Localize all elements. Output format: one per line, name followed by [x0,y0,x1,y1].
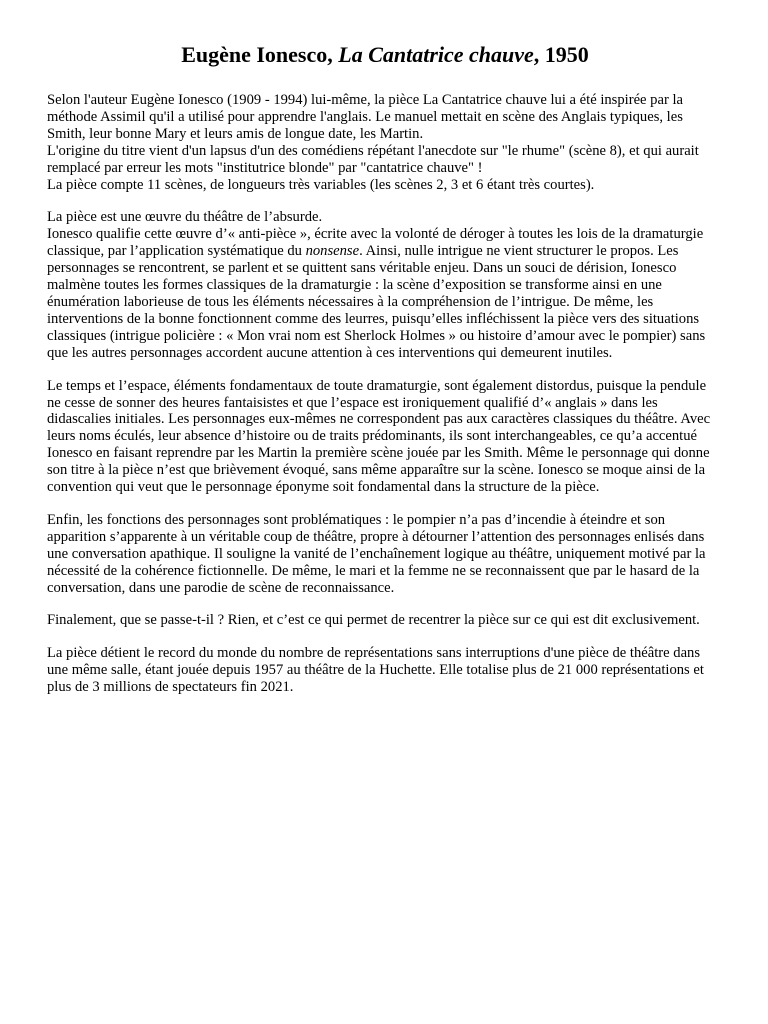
paragraph-absurd-text-before: Ionesco qualifie cette œuvre d’« anti-pièce », écrite avec la volonté de déroger à toutes les lois de la dramaturgie classique, par l’application systématique du [47,226,704,260]
title-author: Eugène Ionesco, [181,42,339,67]
paragraph-record: La pièce détient le record du monde du nombre de représentations sans interruptions d'une pièce de théâtre dans une même salle, étant jouée depuis 1957 au théâtre de la Huchette. Elle totalise plus de 21 000 représentations et plus de 3 millions de spectateurs fin 2021. [47,645,704,696]
paragraph-time-space: Le temps et l’espace, éléments fondamentaux de toute dramaturgie, sont également distordus, puisque la pendule ne cesse de sonner des heures fantaisistes et que l’espace est ironiquement qualifié d’« anglais » dans les didascalies initiales. Les personnages eux-mêmes ne correspondent pas aux caractères classiques du théâtre. Avec leurs noms éculés, leur absence d’histoire ou de traits prédominants, ils sont interchangeables, ce qu’a accentué Ionesco en faisant reprendre par les Martin la première scène jouée par les Smith. Même le personnage qui donne son titre à la pièce n’est que brièvement évoqué, sans même apparaître sur la scène. Ionesco se moque ainsi de la convention qui veut que le personnage éponyme soit fondamental dans la structure de la pièce. [47,377,711,496]
paragraph-origin-line-3: La pièce compte 11 scènes, de longueurs très variables (les scènes 2, 3 et 6 étant très courtes). [47,176,595,193]
paragraph-functions: Enfin, les fonctions des personnages sont problématiques : le pompier n’a pas d’incendie à éteindre et son apparition s’apparente à un véritable coup de théâtre, propre à détourner l’attention des personnages enlisés dans une conversation apathique. Il souligne la vanité de l’enchaînement logique au théâtre, uniquement motivé par la nécessité de la cohérence fictionnelle. De même, le mari et la femme ne se reconnaissent que par le hasard de la conversation, dans une parodie de scène de reconnaissance. [47,511,706,596]
paragraph-origin-line-2: L'origine du titre vient d'un lapsus d'un des comédiens répétant l'anecdote sur "le rhume" (scène 8), et qui aurait remplacé par erreur les mots "institutrice blonde" par "cantatrice chauve" ! [47,142,699,176]
paragraph-origin-line-1: Selon l'auteur Eugène Ionesco (1909 - 1994) lui-même, la pièce La Cantatrice chauve lui a été inspirée par la méthode Assimil qu'il a utilisé pour apprendre l'anglais. Le manuel mettait en scène des Anglais typiques, les Smith, leur bonne Mary et leurs amis de longue date, les Martin. [47,92,683,142]
title-year: , 1950 [533,42,589,67]
paragraph-absurd-nonsense: nonsense [305,243,360,260]
document-title [47,40,723,70]
title-work: La Cantatrice chauve [338,42,534,67]
paragraph-conclusion: Finalement, que se passe-t-il ? Rien, et c’est ce qui permet de recentrer la pièce sur ce qui est dit exclusivement. [47,612,700,629]
paragraph-origin [47,92,723,193]
paragraph-absurd [47,209,723,361]
document-page [47,40,723,712]
paragraph-absurd-text-after: . Ainsi, nulle intrigue ne vient structurer le propos. Les personnages se rencontrent, se parlent et se quittent sans véritable enjeu. Dans un souci de dérision, Ionesco malmène toutes les formes classiques de la dramaturgie : la scène d’exposition se transforme ainsi en une énumération laborieuse de tous les éléments nécessaires à la compréhension de l’intrigue. De même, les interventions de la bonne fonctionnent comme des leurres, puisqu’elles infléchissent la pièce vers des situations classiques (intrigue policière : « Mon vrai nom est Sherlock Holmes » ou histoire d’amour avec le pompier) sans que les autres personnages accordent aucune attention à ces interventions qui demeurent inutiles. [47,243,706,361]
paragraph-absurd-line-1: La pièce est une œuvre du théâtre de l’absurde. [47,209,323,226]
paragraph-absurd-line-2 [47,226,723,361]
